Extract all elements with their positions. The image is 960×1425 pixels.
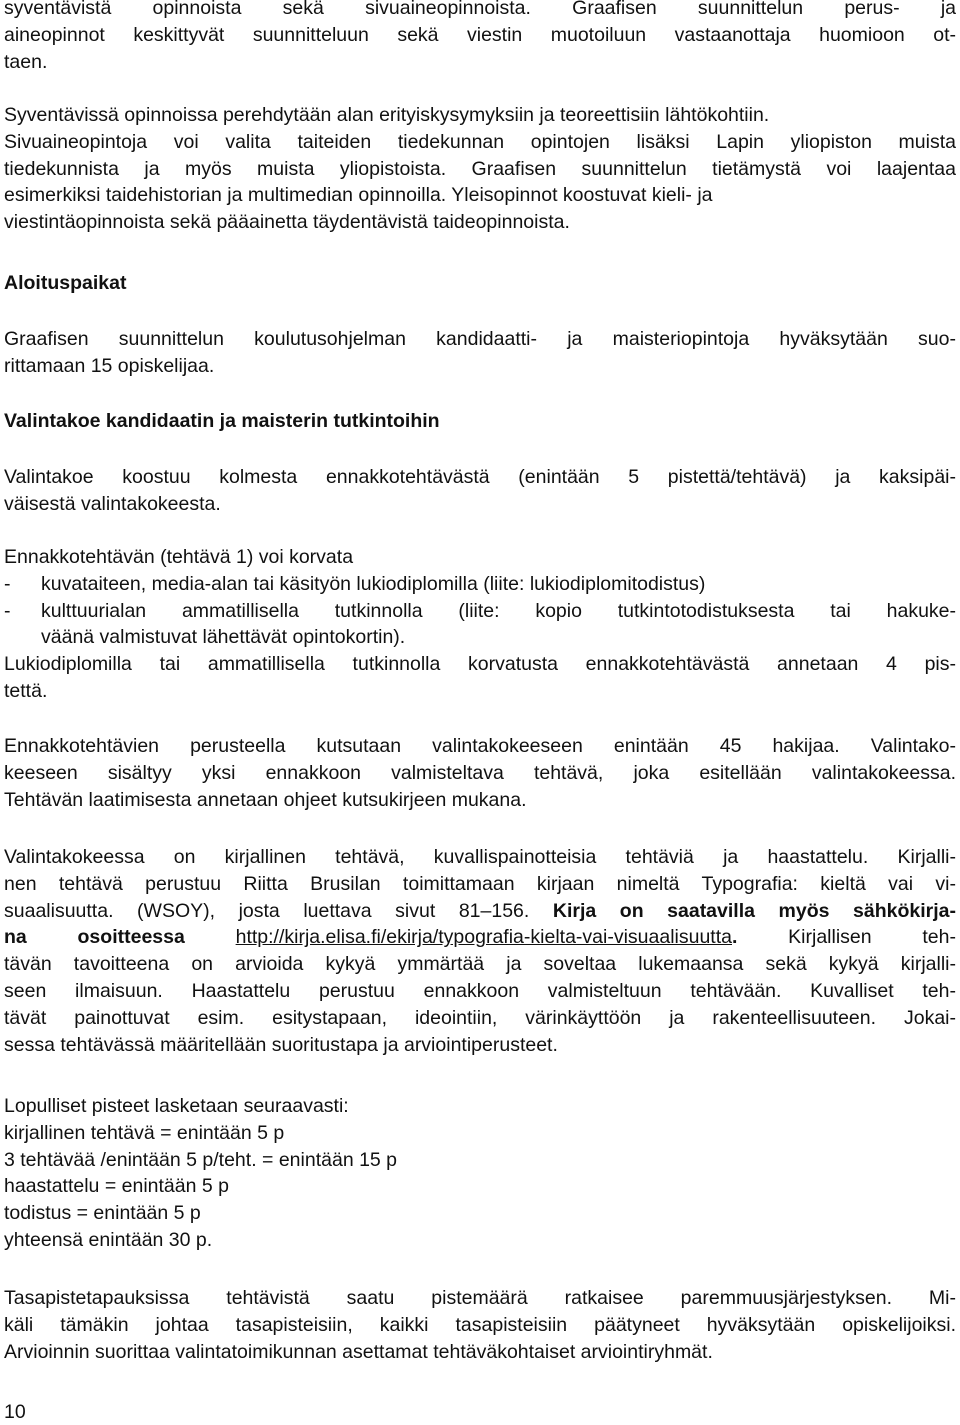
kirjallinen-paragraph [4,844,956,1058]
bold-text-run: na osoitteessa [4,926,185,949]
text-line: seen ilmaisuun. Haastattelu perustuu ennakkoon valmisteltuun tehtävään. Kuvalliset teh- [4,979,956,1002]
page-number: 10 [4,1401,26,1423]
pisteet-paragraph [4,1093,956,1254]
text-line: Tasapistetapauksissa tehtävistä saatu pistemäärä ratkaisee paremmuusjärjestyksen. Mi- [4,1287,956,1309]
text-run: suaalisuutta. (WSOY), josta luettava sivut 81–156. [4,899,553,922]
text-line: 3 tehtävää /enintään 5 p/teht. = enintään 15 p [4,1148,398,1171]
tasapisteet-paragraph [4,1285,956,1365]
text-line: yhteensä enintään 30 p. [4,1228,213,1251]
kutsu-paragraph [4,733,956,813]
text-line: keeseen sisältyy yksi ennakkoon valmisteltava tehtävä, joka esitellään valintakokeessa. [4,761,956,784]
text-line: väänä valmistuvat lähettävät opintokortin). [41,626,406,649]
text-line: kuvataiteen, media-alan tai käsityön lukiodiplomilla (liite: lukiodiplomitodistus) [41,572,706,595]
text-line: Valintakoe koostuu kolmesta ennakkotehtävästä (enintään 5 pistettä/tehtävä) ja kaksipäi- [4,466,956,488]
text-line: Sivuaineopintoja voi valita taiteiden tiedekunnan opintojen lisäksi Lapin yliopiston muista [4,130,956,153]
text-line [4,898,956,925]
text-line: tävät painottuvat esim. esitystapaan, ideointiin, värinkäyttöön ja rakenteellisuuteen. Jokai- [4,1006,956,1029]
heading-aloituspaikat [4,270,956,297]
text-run [185,926,236,948]
text-line: Graafisen suunnittelun koulutusohjelman kandidaatti- ja maisteriopintoja hyväksytään suo- [4,328,956,350]
aloituspaikat-paragraph [4,326,956,380]
text-line: väisestä valintakokeesta. [4,492,221,515]
text-line [4,924,956,951]
text-line: taen. [4,50,48,73]
text-line: tettä. [4,679,48,702]
text-line: todistus = enintään 5 p [4,1202,201,1225]
text-line: Syventävissä opinnoissa perehdytään alan erityiskysymyksiin ja teoreettisiin lähtökohtiin. [4,104,770,126]
text-line: viestintäopinnoista sekä pääainetta täydentävistä taideopinnoista. [4,211,570,234]
text-line: Lukiodiplomilla tai ammatillisella tutkinnolla korvatusta ennakkotehtävästä annetaan 4 pis- [4,653,956,676]
list-dash: - [4,599,11,622]
text-line: tävän tavoitteena on arvioida kykyä ymmärtää ja soveltaa lukemaansa sekä kykyä kirjalli- [4,953,956,976]
text-line: tiedekunnista ja myös muista yliopistoista. Graafisen suunnittelun tietämystä voi laajentaa [4,157,956,180]
text-line: aineopinnot keskittyvät suunnitteluun sekä viestin muotoiluun vastaanottaja huomioon ot- [4,23,956,46]
text-line: esimerkiksi taidehistorian ja multimedian opinnoilla. Yleisopinnot koostuvat kieli- ja [4,184,713,207]
studies-paragraph [4,102,956,236]
list-item [4,598,956,652]
text-line: haastattelu = enintään 5 p [4,1175,229,1198]
list-dash: - [4,572,11,595]
intro-paragraph [4,0,956,75]
ebook-link[interactable]: http://kirja.elisa.fi/ekirja/typografia-kielta-vai-visuaalisuutta [235,926,732,949]
bold-text-run: . [731,926,738,949]
heading-valintakoe [4,408,956,435]
text-line: kirjallinen tehtävä = enintään 5 p [4,1121,285,1144]
text-line: Lopulliset pisteet lasketaan seuraavasti: [4,1095,349,1117]
valintakoe-paragraph [4,464,956,518]
text-line: Ennakkotehtävien perusteella kutsutaan valintakokeeseen enintään 45 hakijaa. Valintako- [4,735,956,757]
text-line: sessa tehtävässä määritellään suoritustapa ja arviointiperusteet. [4,1033,558,1056]
heading-text: Valintakoe kandidaatin ja maisterin tutkintoihin [4,410,440,432]
text-line: Valintakokeessa on kirjallinen tehtävä, kuvallispainotteisia tehtäviä ja haastattelu. Kirjalli- [4,846,956,868]
text-line: Ennakkotehtävän (tehtävä 1) voi korvata [4,546,354,568]
heading-text: Aloituspaikat [4,272,127,294]
ennakkotehtava-section [4,544,956,705]
text-line: syventävistä opinnoista sekä sivuaineopinnoista. Graafisen suunnittelun perus- ja [4,0,956,19]
list-item [4,571,956,598]
text-line: nen tehtävä perustuu Riitta Brusilan toimittamaan kirjaan nimeltä Typografia: kieltä vai vi- [4,872,956,895]
text-run: Kirjallisen teh- [737,926,956,949]
text-line: käli tämäkin johtaa tasapisteisiin, kaikki tasapisteisiin päätyneet hyväksytään opiskelijoiksi. [4,1313,956,1336]
text-line: Arvioinnin suorittaa valintatoimikunnan asettamat tehtäväkohtaiset arviointiryhmät. [4,1340,713,1363]
bold-text-run: Kirja on saatavilla myös sähkökirja- [552,899,956,922]
text-line: rittamaan 15 opiskelijaa. [4,354,215,377]
text-line: kulttuurialan ammatillisella tutkinnolla (liite: kopio tutkintotodistuksesta tai hakuke- [41,599,956,622]
text-line: Tehtävän laatimisesta annetaan ohjeet kutsukirjeen mukana. [4,788,527,811]
